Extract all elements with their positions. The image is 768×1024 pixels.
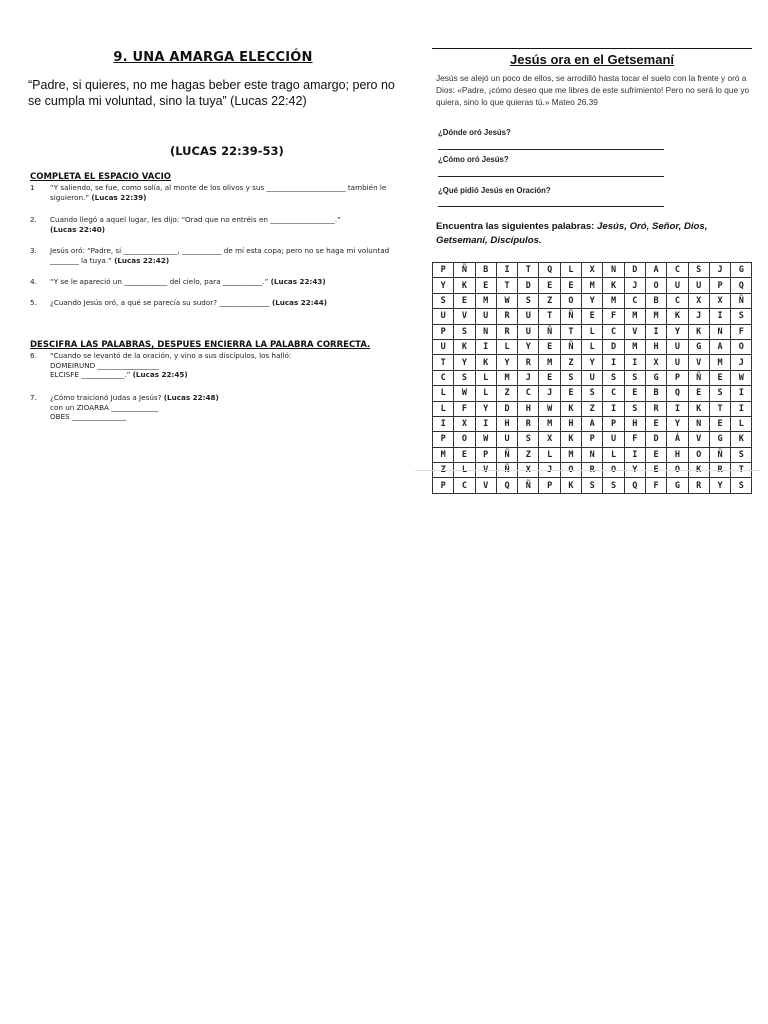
grid-cell: Y <box>582 293 603 308</box>
grid-cell: Z <box>496 386 517 401</box>
grid-cell: U <box>496 432 517 447</box>
grid-cell: V <box>475 463 496 478</box>
grid-cell: Ñ <box>709 447 730 462</box>
grid-cell: S <box>560 370 581 385</box>
grid-cell: E <box>560 386 581 401</box>
grid-cell: A <box>645 263 666 278</box>
grid-cell: X <box>518 463 539 478</box>
grid-cell: T <box>731 463 752 478</box>
grid-cell: O <box>454 432 475 447</box>
grid-cell: U <box>475 309 496 324</box>
right-question-1: ¿Dónde oró Jesús? <box>438 128 511 137</box>
grid-row <box>433 386 752 401</box>
question-ref: (Lucas 22:40) <box>50 224 106 234</box>
grid-cell: S <box>709 386 730 401</box>
grid-cell: S <box>731 447 752 462</box>
question-ref: (Lucas 22:44) <box>271 298 327 307</box>
grid-cell: P <box>433 263 454 278</box>
grid-cell: R <box>688 478 709 493</box>
grid-cell: K <box>560 401 581 416</box>
grid-cell: H <box>496 416 517 431</box>
grid-cell: U <box>518 309 539 324</box>
grid-cell: S <box>624 370 645 385</box>
grid-cell: J <box>539 463 560 478</box>
grid-cell: E <box>539 278 560 293</box>
grid-cell: I <box>603 355 624 370</box>
grid-cell: L <box>603 447 624 462</box>
grid-cell: P <box>582 432 603 447</box>
grid-cell: L <box>582 339 603 354</box>
grid-cell: K <box>603 278 624 293</box>
question-6 <box>30 351 390 380</box>
grid-cell: E <box>709 370 730 385</box>
grid-cell: S <box>582 478 603 493</box>
grid-cell: U <box>667 278 688 293</box>
grid-cell: E <box>539 339 560 354</box>
grid-cell: P <box>433 324 454 339</box>
grid-cell: I <box>603 401 624 416</box>
grid-cell: O <box>667 463 688 478</box>
grid-cell: U <box>688 278 709 293</box>
grid-cell: Y <box>518 339 539 354</box>
question-2 <box>30 215 390 234</box>
grid-cell: Y <box>582 355 603 370</box>
grid-cell: Y <box>624 463 645 478</box>
grid-cell: E <box>454 293 475 308</box>
grid-cell: S <box>518 432 539 447</box>
grid-cell: H <box>645 339 666 354</box>
question-ref: (Lucas 22:43) <box>270 277 326 286</box>
grid-cell: U <box>603 432 624 447</box>
grid-cell: M <box>496 370 517 385</box>
grid-cell: L <box>582 324 603 339</box>
grid-cell: M <box>433 447 454 462</box>
grid-cell: I <box>624 447 645 462</box>
grid-cell: Ñ <box>731 293 752 308</box>
grid-cell: G <box>731 263 752 278</box>
grid-row <box>433 447 752 462</box>
grid-cell: N <box>688 416 709 431</box>
scrambled-word-2: OBES _______________ <box>50 412 126 421</box>
grid-cell: H <box>518 401 539 416</box>
grid-cell: K <box>475 355 496 370</box>
question-number: 4. <box>30 277 37 286</box>
grid-cell: Ñ <box>539 324 560 339</box>
grid-cell: N <box>603 263 624 278</box>
grid-cell: Y <box>454 355 475 370</box>
question-number: 1 <box>30 183 35 192</box>
question-text: “Cuando se levantó de la oración, y vino a sus discípulos, los halló: <box>50 351 292 360</box>
answer-line-1 <box>438 149 664 150</box>
grid-cell: U <box>518 324 539 339</box>
question-number: 5. <box>30 298 37 307</box>
grid-row <box>433 263 752 278</box>
grid-cell: I <box>475 416 496 431</box>
grid-cell: U <box>667 355 688 370</box>
question-text: Jesús oró: “Padre, si _______________, ___________ de mí esta copa; pero no se haga mi voluntad ________ la tuya.” <box>50 246 390 265</box>
grid-cell: D <box>603 339 624 354</box>
grid-row <box>433 293 752 308</box>
grid-cell: Ñ <box>518 478 539 493</box>
grid-cell: W <box>539 401 560 416</box>
left-column <box>28 50 398 109</box>
grid-cell: U <box>433 339 454 354</box>
grid-cell: K <box>454 339 475 354</box>
question-ref: (Lucas 22:45) <box>132 370 188 379</box>
grid-cell: U <box>667 339 688 354</box>
grid-cell: F <box>454 401 475 416</box>
grid-cell: R <box>582 463 603 478</box>
grid-cell: F <box>603 309 624 324</box>
grid-cell: X <box>688 293 709 308</box>
grid-cell: J <box>624 278 645 293</box>
question-3 <box>30 246 390 265</box>
grid-cell: M <box>603 293 624 308</box>
grid-cell: Ñ <box>454 263 475 278</box>
grid-cell: S <box>603 478 624 493</box>
question-5 <box>30 298 390 308</box>
grid-cell: Y <box>667 324 688 339</box>
grid-cell: S <box>731 309 752 324</box>
grid-cell: L <box>433 386 454 401</box>
grid-row <box>433 324 752 339</box>
grid-cell: I <box>433 416 454 431</box>
question-number: 6. <box>30 351 37 360</box>
right-question-2: ¿Cómo oró Jesús? <box>438 155 509 164</box>
grid-cell: I <box>475 339 496 354</box>
grid-cell: S <box>454 370 475 385</box>
question-text: “Y se le apareció un ____________ del cielo, para ___________.” <box>50 277 269 286</box>
grid-cell: W <box>475 432 496 447</box>
grid-cell: E <box>475 278 496 293</box>
section-unscramble: DESCIFRA LAS PALABRAS, DESPUES ENCIERRA LA PALABRA CORRECTA. <box>30 340 371 350</box>
grid-cell: E <box>454 447 475 462</box>
grid-cell: N <box>582 447 603 462</box>
grid-cell: M <box>560 447 581 462</box>
grid-cell: J <box>688 309 709 324</box>
grid-cell: M <box>709 355 730 370</box>
grid-cell: W <box>496 293 517 308</box>
grid-cell: M <box>624 339 645 354</box>
grid-cell: D <box>624 263 645 278</box>
grid-cell: Y <box>433 278 454 293</box>
grid-cell: S <box>603 370 624 385</box>
wordsearch-words: Jesús, Oró, Señor, Dios, Getsemaní, Discípulos. <box>436 221 708 246</box>
grid-cell: A <box>582 416 603 431</box>
grid-cell: E <box>560 278 581 293</box>
grid-cell: C <box>518 386 539 401</box>
grid-cell: Q <box>624 478 645 493</box>
grid-cell: M <box>645 309 666 324</box>
grid-cell: T <box>433 355 454 370</box>
grid-cell: Á <box>667 432 688 447</box>
lesson-quote: “Padre, si quieres, no me hagas beber este trago amargo; pero no se cumpla mi voluntad, sino la tuya” (Lucas 22:42) <box>28 78 395 108</box>
question-number: 3. <box>30 246 37 255</box>
grid-cell: E <box>582 309 603 324</box>
grid-cell: T <box>518 263 539 278</box>
grid-cell: O <box>560 293 581 308</box>
grid-cell: E <box>645 463 666 478</box>
grid-cell: W <box>454 386 475 401</box>
grid-cell: P <box>433 432 454 447</box>
grid-cell: C <box>624 293 645 308</box>
grid-cell: L <box>475 370 496 385</box>
grid-cell: C <box>667 263 688 278</box>
grid-cell: M <box>475 293 496 308</box>
grid-cell: E <box>624 386 645 401</box>
grid-cell: Y <box>709 478 730 493</box>
grid-cell: J <box>518 370 539 385</box>
grid-cell: L <box>560 263 581 278</box>
grid-cell: D <box>518 278 539 293</box>
scrambled-word-2: ELCISFE ____________.” <box>50 370 131 379</box>
grid-cell: L <box>496 339 517 354</box>
question-ref: (Lucas 22:39) <box>91 192 147 202</box>
grid-cell: Z <box>560 355 581 370</box>
grid-cell: N <box>709 324 730 339</box>
grid-cell: I <box>496 263 517 278</box>
grid-cell: Z <box>582 401 603 416</box>
grid-cell: S <box>731 478 752 493</box>
grid-cell: S <box>454 324 475 339</box>
top-rule <box>432 48 752 49</box>
question-text: ¿Cómo traicionó Judas a Jesús? <box>50 393 162 402</box>
grid-cell: V <box>688 432 709 447</box>
grid-cell: G <box>709 432 730 447</box>
grid-cell: S <box>688 263 709 278</box>
grid-cell: P <box>433 478 454 493</box>
grid-cell: O <box>560 463 581 478</box>
grid-cell: O <box>603 463 624 478</box>
grid-cell: L <box>539 447 560 462</box>
grid-cell: J <box>731 355 752 370</box>
question-text: ¿Cuando Jesús oró, a qué se parecía su sudor? ______________ <box>50 298 270 307</box>
grid-cell: S <box>518 293 539 308</box>
grid-cell: K <box>688 463 709 478</box>
question-number: 2. <box>30 215 37 224</box>
question-text: “Y saliendo, se fue, como solía, al monte de los olivos y sus ______________________ también le siguieron.” <box>50 183 387 202</box>
grid-cell: V <box>475 478 496 493</box>
grid-cell: Q <box>731 278 752 293</box>
grid-row <box>433 355 752 370</box>
grid-cell: V <box>454 309 475 324</box>
grid-cell: R <box>518 355 539 370</box>
grid-cell: I <box>731 401 752 416</box>
grid-cell: K <box>560 478 581 493</box>
question-number: 7. <box>30 393 37 402</box>
grid-cell: X <box>709 293 730 308</box>
grid-cell: I <box>645 324 666 339</box>
grid-row <box>433 478 752 493</box>
grid-cell: Ñ <box>560 309 581 324</box>
grid-cell: D <box>645 432 666 447</box>
grid-cell: A <box>709 339 730 354</box>
grid-cell: B <box>645 386 666 401</box>
grid-cell: L <box>433 401 454 416</box>
grid-cell: Z <box>433 463 454 478</box>
grid-cell: Ñ <box>496 447 517 462</box>
grid-cell: S <box>582 386 603 401</box>
grid-cell: J <box>709 263 730 278</box>
question-ref: (Lucas 22:48) <box>163 393 219 402</box>
grid-cell: W <box>731 370 752 385</box>
grid-cell: H <box>624 416 645 431</box>
grid-cell: P <box>667 370 688 385</box>
scrambled-word-1: con un ZIOARBA _____________ <box>50 402 158 412</box>
grid-cell: J <box>539 386 560 401</box>
grid-cell: C <box>667 293 688 308</box>
grid-cell: O <box>731 339 752 354</box>
grid-cell: M <box>539 416 560 431</box>
grid-cell: K <box>688 401 709 416</box>
answer-line-2 <box>438 176 664 177</box>
wordsearch-grid <box>432 262 752 494</box>
grid-cell: O <box>645 278 666 293</box>
grid-row <box>433 401 752 416</box>
grid-cell: C <box>603 324 624 339</box>
grid-cell: F <box>645 478 666 493</box>
wordsearch-instruction: Encuentra las siguientes palabras: <box>436 221 595 232</box>
grid-cell: I <box>624 355 645 370</box>
grid-cell: M <box>624 309 645 324</box>
grid-cell: Q <box>539 263 560 278</box>
question-text: Cuando llegó a aquel lugar, les dijo: “Orad que no entréis en __________________.” <box>50 215 341 224</box>
answer-line-3 <box>438 206 664 207</box>
question-4 <box>30 277 390 287</box>
grid-cell: F <box>731 324 752 339</box>
grid-cell: P <box>603 416 624 431</box>
grid-cell: P <box>539 478 560 493</box>
grid-cell: E <box>709 416 730 431</box>
question-1 <box>30 183 390 202</box>
grid-cell: Q <box>496 478 517 493</box>
right-question-3: ¿Qué pidió Jesús en Oración? <box>438 186 551 195</box>
grid-cell: Y <box>667 416 688 431</box>
grid-cell: M <box>582 278 603 293</box>
section-fill-blank: COMPLETA EL ESPACIO VACIO <box>30 172 171 182</box>
grid-cell: V <box>624 324 645 339</box>
grid-cell: C <box>603 386 624 401</box>
grid-cell: T <box>709 401 730 416</box>
grid-cell: Z <box>539 293 560 308</box>
grid-cell: N <box>475 324 496 339</box>
scripture-reference: (LUCAS 22:39-53) <box>170 144 284 158</box>
grid-cell: K <box>731 432 752 447</box>
grid-cell: K <box>560 432 581 447</box>
grid-cell: B <box>645 293 666 308</box>
grid-cell: L <box>475 386 496 401</box>
grid-cell: Y <box>496 355 517 370</box>
grid-cell: I <box>709 309 730 324</box>
grid-cell: X <box>582 263 603 278</box>
grid-cell: I <box>667 401 688 416</box>
grid-cell: C <box>433 370 454 385</box>
grid-cell: Y <box>475 401 496 416</box>
grid-cell: Ñ <box>688 370 709 385</box>
grid-cell: R <box>496 309 517 324</box>
grid-cell: Z <box>518 447 539 462</box>
grid-cell: E <box>539 370 560 385</box>
grid-cell: S <box>433 293 454 308</box>
grid-cell: I <box>731 386 752 401</box>
grid-cell: P <box>709 278 730 293</box>
grid-cell: V <box>688 355 709 370</box>
wordsearch-intro <box>436 220 754 248</box>
grid-cell: E <box>645 447 666 462</box>
grid-cell: Q <box>667 386 688 401</box>
grid-cell: K <box>667 309 688 324</box>
grid-cell: D <box>496 401 517 416</box>
grid-cell: S <box>624 401 645 416</box>
lesson-title: 9. UNA AMARGA ELECCIÓN <box>113 50 313 65</box>
grid-cell: L <box>454 463 475 478</box>
grid-row <box>433 416 752 431</box>
grid-cell: R <box>709 463 730 478</box>
grid-cell: T <box>539 309 560 324</box>
grid-cell: X <box>645 355 666 370</box>
grid-cell: U <box>433 309 454 324</box>
question-7 <box>30 393 390 422</box>
right-passage: Jesús se alejó un poco de ellos, se arrodilló hasta tocar el suelo con la frente y oró a Dios: «Padre, ¡cómo deseo que me libres de este sufrimiento! Pero no será lo que yo quiera, sino lo que quieras tú.» Mateo 26.39 <box>436 73 750 107</box>
grid-cell: U <box>582 370 603 385</box>
grid-cell: M <box>539 355 560 370</box>
grid-row <box>433 432 752 447</box>
grid-cell: L <box>731 416 752 431</box>
grid-cell: C <box>454 478 475 493</box>
grid-row <box>433 339 752 354</box>
grid-cell: G <box>667 478 688 493</box>
grid-cell: B <box>475 263 496 278</box>
grid-row <box>433 309 752 324</box>
grid-cell: G <box>645 370 666 385</box>
grid-cell: O <box>688 447 709 462</box>
grid-cell: K <box>688 324 709 339</box>
grid-cell: E <box>645 416 666 431</box>
grid-row <box>433 278 752 293</box>
grid-shadow <box>415 470 760 471</box>
grid-cell: Ñ <box>496 463 517 478</box>
grid-cell: R <box>496 324 517 339</box>
grid-cell: R <box>645 401 666 416</box>
grid-cell: H <box>560 416 581 431</box>
question-ref: (Lucas 22:42) <box>114 255 170 265</box>
grid-cell: E <box>688 386 709 401</box>
grid-cell: P <box>475 447 496 462</box>
grid-cell: K <box>454 278 475 293</box>
grid-cell: Ñ <box>560 339 581 354</box>
grid-cell: H <box>667 447 688 462</box>
grid-cell: G <box>688 339 709 354</box>
scrambled-word-1: DOMEIRUND _________________ <box>50 360 159 370</box>
grid-row <box>433 370 752 385</box>
grid-cell: X <box>454 416 475 431</box>
grid-cell: T <box>496 278 517 293</box>
right-title: Jesús ora en el Getsemaní <box>509 52 675 67</box>
grid-cell: T <box>560 324 581 339</box>
grid-cell: R <box>518 416 539 431</box>
grid-cell: X <box>539 432 560 447</box>
grid-cell: F <box>624 432 645 447</box>
